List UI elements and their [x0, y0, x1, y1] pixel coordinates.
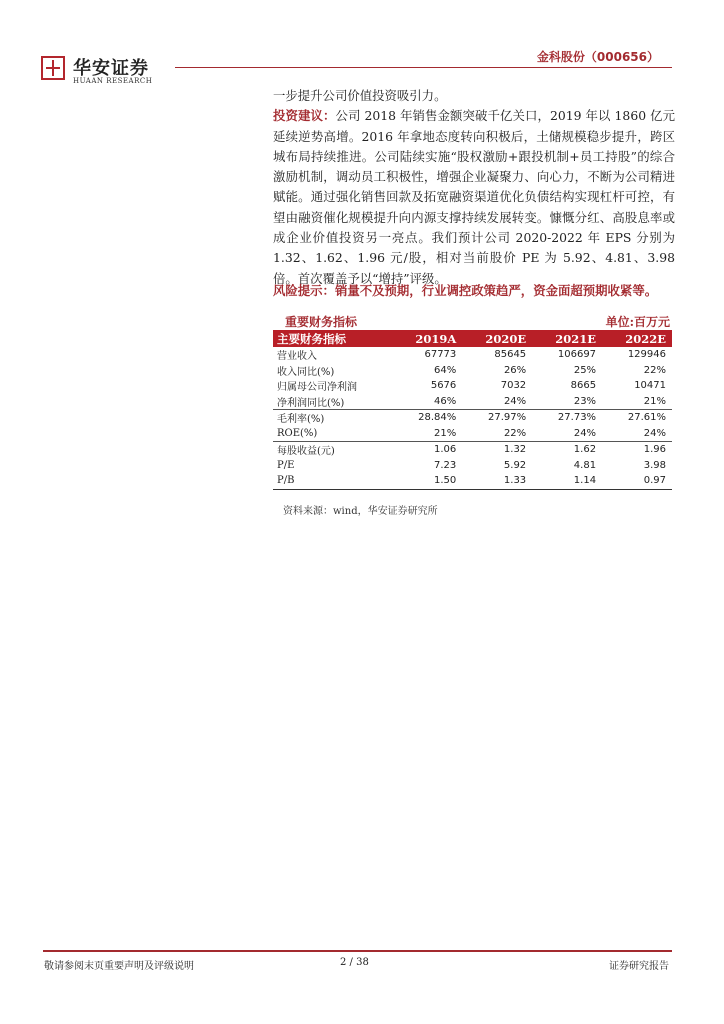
table-cell: 27.61% — [602, 410, 672, 426]
body-text — [273, 86, 675, 289]
footer-report-type: 证券研究报告 — [609, 961, 669, 972]
page-number: 2 / 38 — [340, 957, 369, 968]
table-cell: 27.73% — [532, 410, 602, 426]
table-cell: 7.23 — [434, 459, 457, 471]
table-row-label: 毛利率(%) — [273, 410, 392, 426]
table-cell: 24% — [503, 395, 527, 407]
table-row — [273, 363, 672, 379]
report-header-title: 金科股份（000656） — [536, 50, 659, 64]
table-cell: 1.96 — [602, 442, 672, 458]
table-cell: 106697 — [557, 349, 597, 361]
table-cell: 0.97 — [602, 473, 672, 489]
table-row-label: 收入同比(%) — [277, 366, 335, 378]
table-row-label: 归属母公司净利润 — [277, 382, 357, 394]
logo-seal-icon — [41, 56, 65, 80]
table-cell: 24% — [643, 427, 666, 439]
table-cell: 4.81 — [573, 459, 597, 471]
table-header-cell: 2019A — [392, 330, 462, 347]
table-cell: 27.97% — [462, 410, 532, 426]
table-cell: 5676 — [430, 380, 457, 392]
logo-text-en: HUAAN RESEARCH — [73, 77, 153, 85]
risk-label: 风险提示： — [273, 283, 335, 298]
table-cell: 67773 — [424, 349, 457, 361]
table-cell: 22% — [503, 427, 527, 439]
table-header-row — [273, 330, 672, 347]
table-header-cell: 2020E — [462, 330, 532, 347]
table-cell: 46% — [434, 395, 457, 407]
table-cell: 25% — [573, 364, 597, 376]
logo-text-cn: 华安证券 — [73, 58, 149, 79]
paragraph-continuation — [273, 86, 675, 106]
table-row — [273, 378, 672, 394]
footer-disclaimer: 敬请参阅末页重要声明及评级说明 — [44, 961, 194, 972]
table-cell: 8665 — [570, 380, 597, 392]
table-cell: 1.33 — [462, 473, 532, 489]
table-row-label: 净利润同比(%) — [277, 397, 345, 409]
header-divider — [175, 67, 672, 68]
table-cell: 85645 — [494, 349, 527, 361]
table-source: 资料来源：wind，华安证券研究所 — [283, 506, 438, 517]
risk-text: 销量不及预期，行业调控政策趋严，资金面超预期收紧等。 — [334, 283, 658, 298]
table-row-label: ROE(%) — [277, 427, 318, 439]
paragraph-investment-advice — [273, 106, 675, 289]
table-row-label: 每股收益(元) — [273, 442, 392, 458]
table-cell: 22% — [643, 364, 666, 376]
table-cell: 21% — [643, 395, 666, 407]
table-row — [273, 442, 672, 458]
table-cell: 24% — [573, 427, 597, 439]
table-cell: 129946 — [627, 349, 666, 361]
paragraph-label: 投资建议： — [273, 108, 336, 124]
table-cell: 23% — [573, 395, 597, 407]
table-row — [273, 458, 672, 474]
table-cell: 1.50 — [392, 473, 462, 489]
table-unit: 单位:百万元 — [605, 315, 670, 329]
table-cell: 26% — [503, 364, 527, 376]
table-row — [273, 410, 672, 426]
table-caption — [275, 313, 672, 330]
table-row — [273, 473, 672, 489]
paragraph-text: 公司 2018 年销售金额突破千亿关口，2019 年以 1860 亿元延续逆势高增。2016 年拿地态度转向积极后，土储规模稳步提升，跨区城布局持续推进。公司陆续实施“股权激励+跟投机制+员工持股”的综合激励机制，调动员工积极性，增强企业凝聚力、向心力，不断为公司精进赋能。通过强化销售回款及拓宽融资渠道优化负债结构实现杠杆可控，有望由融资催化规模提升向内源支撑持续发展转变。慷慨分红、高股息率或成企业价值投资另一亮点。我们预计公司 2020-2022 年 EPS 分别为 1.32、1.62、1.96 元/股，相对当前股价 PE 为 5.92、4.81、3.98 倍。首次覆盖予以“增持”评级。 — [273, 108, 676, 286]
table-row — [273, 394, 672, 410]
paragraph-text: 一步提升公司价值投资吸引力。 — [273, 88, 447, 103]
table-cell: 1.06 — [392, 442, 462, 458]
table-cell: 5.92 — [503, 459, 527, 471]
table-cell: 7032 — [500, 380, 527, 392]
risk-warning — [273, 281, 683, 299]
table-header-cell: 2021E — [532, 330, 602, 347]
table-header-cell: 主要财务指标 — [273, 330, 392, 347]
table-cell: 64% — [434, 364, 457, 376]
table-cell: 1.14 — [532, 473, 602, 489]
table-cell: 28.84% — [392, 410, 462, 426]
table-cell: 21% — [434, 427, 457, 439]
table-row-label: 营业收入 — [277, 351, 317, 363]
table-cell: 3.98 — [643, 459, 666, 471]
table-row-label: P/B — [273, 473, 392, 489]
footer-divider — [43, 950, 672, 952]
table-cell: 1.32 — [462, 442, 532, 458]
table-cell: 1.62 — [532, 442, 602, 458]
financial-table — [273, 330, 672, 490]
table-row — [273, 347, 672, 363]
table-title: 重要财务指标 — [285, 315, 358, 329]
company-logo — [41, 54, 161, 88]
table-header-cell: 2022E — [602, 330, 672, 347]
table-row-label: P/E — [277, 459, 295, 471]
table-cell: 10471 — [634, 380, 666, 392]
table-row — [273, 426, 672, 442]
